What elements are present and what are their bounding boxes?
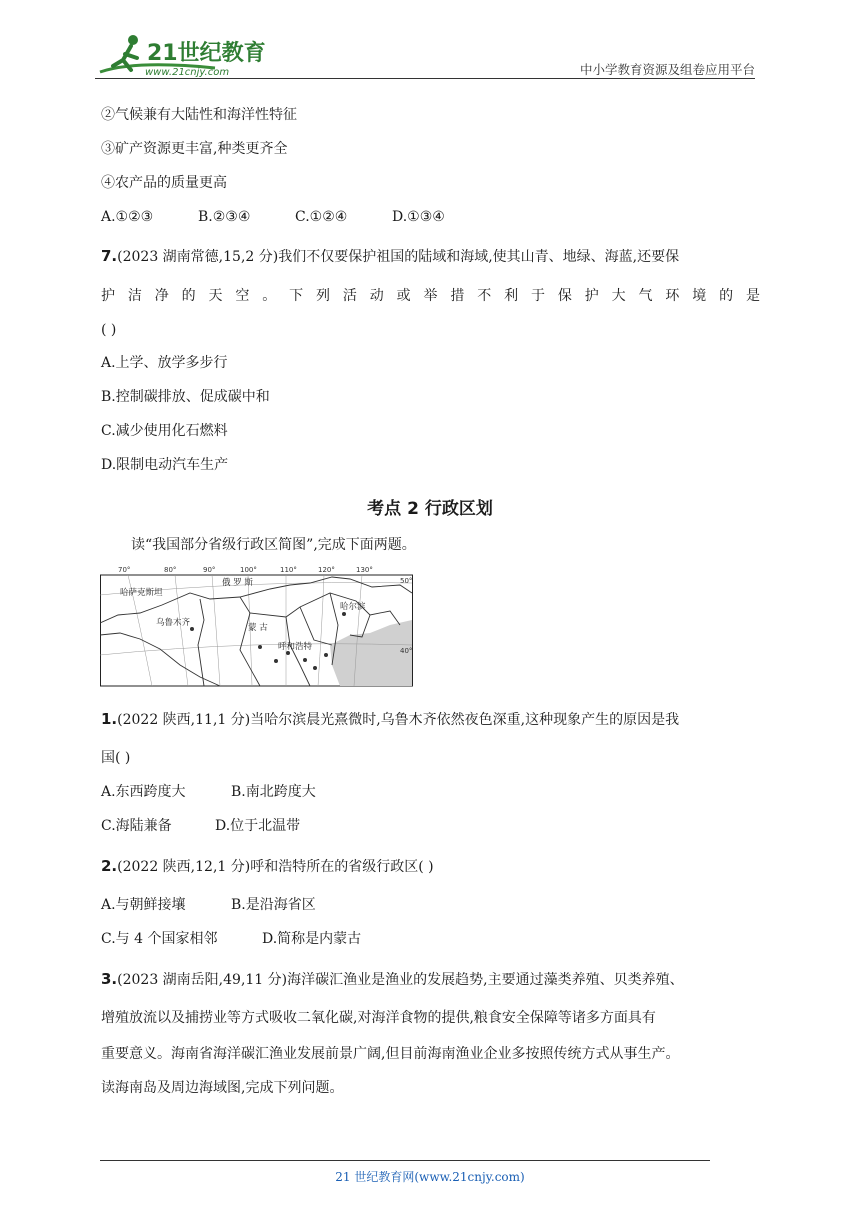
q2-option-b[interactable]: B.是沿海省区 [231, 897, 316, 913]
logo-url: www.21cnjy.com [145, 67, 230, 78]
label-harbin: 哈尔滨 [340, 602, 366, 612]
label-russia: 俄 罗 斯 [222, 578, 253, 588]
q1-option-a[interactable]: A.东西跨度大 [101, 784, 186, 800]
q7-number: 7. [101, 247, 118, 265]
q3-stem-line1 [101, 969, 760, 990]
header-divider [95, 78, 755, 79]
q7-stem-line2: 护 洁 净 的 天 空 。 下 列 活 动 或 举 措 不 利 于 保 护 大 气 环 境 的 是 [101, 288, 760, 304]
footer-text[interactable]: 21 世纪教育网(www.21cnjy.com) [335, 1170, 525, 1184]
label-hohhot: 呼和浩特 [278, 642, 313, 652]
lon-label-120: 120° [318, 566, 335, 574]
q3-text-1: (2023 湖南岳阳,49,11 分)海洋碳汇渔业是渔业的发展趋势,主要通过藻类养殖、贝类养殖、 [117, 972, 684, 988]
lon-label-100: 100° [240, 566, 257, 574]
q7-option-c[interactable]: C.减少使用化石燃料 [101, 423, 228, 439]
q7-option-d[interactable]: D.限制电动汽车生产 [101, 457, 229, 473]
q6-item-2: ②气候兼有大陆性和海洋性特征 [101, 107, 297, 123]
q7-stem-line1 [101, 246, 760, 267]
q1-option-d[interactable]: D.位于北温带 [215, 818, 301, 834]
q1-stem-line2: 国( ) [101, 750, 131, 766]
q1-text-1: (2022 陕西,11,1 分)当哈尔滨晨光熹微时,乌鲁木齐依然夜色深重,这种现象产生的原因是我 [117, 712, 680, 728]
q2-number: 2. [101, 857, 118, 875]
section-title: 考点 2 行政区划 [367, 499, 493, 519]
q6-item-3: ③矿产资源更丰富,种类更齐全 [101, 141, 288, 157]
platform-name: 中小学教育资源及组卷应用平台 [579, 62, 755, 77]
footer-divider [100, 1160, 710, 1161]
q3-number: 3. [101, 970, 118, 988]
q1-number: 1. [101, 710, 118, 728]
q3-stem-line2: 增殖放流以及捕捞业等方式吸收二氧化碳,对海洋食物的提供,粮食安全保障等诸多方面具有 [101, 1010, 656, 1026]
q6-option-c[interactable]: C.①②④ [295, 209, 348, 225]
site-logo [95, 30, 265, 80]
q1-stem-line1 [101, 709, 760, 730]
label-mongolia: 蒙 古 [248, 623, 268, 633]
lon-label-80: 80° [164, 566, 177, 574]
q7-option-b[interactable]: B.控制碳排放、促成碳中和 [101, 389, 270, 405]
q2-options-row1 [101, 895, 316, 915]
q2-option-c[interactable]: C.与 4 个国家相邻 [101, 931, 218, 947]
q3-stem-line4: 读海南岛及周边海域图,完成下列问题。 [101, 1080, 344, 1096]
q1-option-c[interactable]: C.海陆兼备 [101, 818, 172, 834]
q6-option-d[interactable]: D.①③④ [392, 209, 445, 225]
lon-label-130: 130° [356, 566, 373, 574]
lon-label-70: 70° [118, 566, 131, 574]
label-urumqi: 乌鲁木齐 [156, 618, 191, 628]
lon-label-110: 110° [280, 566, 297, 574]
lon-label-90: 90° [203, 566, 216, 574]
q6-option-a[interactable]: A.①②③ [101, 209, 154, 225]
q2-option-a[interactable]: A.与朝鲜接壤 [101, 897, 186, 913]
map-intro: 读“我国部分省级行政区简图”,完成下面两题。 [131, 537, 416, 553]
q7-option-a[interactable]: A.上学、放学多步行 [101, 355, 228, 371]
label-kazakhstan: 哈萨克斯坦 [120, 588, 163, 598]
q6-options [101, 207, 445, 227]
lat-label-40: 40° [400, 647, 413, 655]
lat-label-50: 50° [400, 577, 413, 585]
q2-option-d[interactable]: D.简称是内蒙古 [262, 931, 362, 947]
q7-answer-paren: ( ) [101, 322, 117, 338]
q1-option-b[interactable]: B.南北跨度大 [231, 784, 316, 800]
q1-options-row1 [101, 782, 316, 802]
q6-option-b[interactable]: B.②③④ [198, 209, 251, 225]
province-map [100, 565, 413, 687]
q6-item-4: ④农产品的质量更高 [101, 175, 227, 191]
q2-stem [101, 856, 434, 877]
q2-text-1: (2022 陕西,12,1 分)呼和浩特所在的省级行政区( ) [117, 859, 434, 875]
q3-stem-line3: 重要意义。海南省海洋碳汇渔业发展前景广阔,但目前海南渔业企业多按照传统方式从事生产。 [101, 1046, 680, 1062]
q1-options-row2 [101, 816, 300, 836]
q7-text-1: (2023 湖南常德,15,2 分)我们不仅要保护祖国的陆域和海域,使其山青、地绿、海蓝,还要保 [117, 249, 680, 265]
q2-options-row2 [101, 929, 361, 949]
logo-text: 21世纪教育 [147, 41, 265, 66]
